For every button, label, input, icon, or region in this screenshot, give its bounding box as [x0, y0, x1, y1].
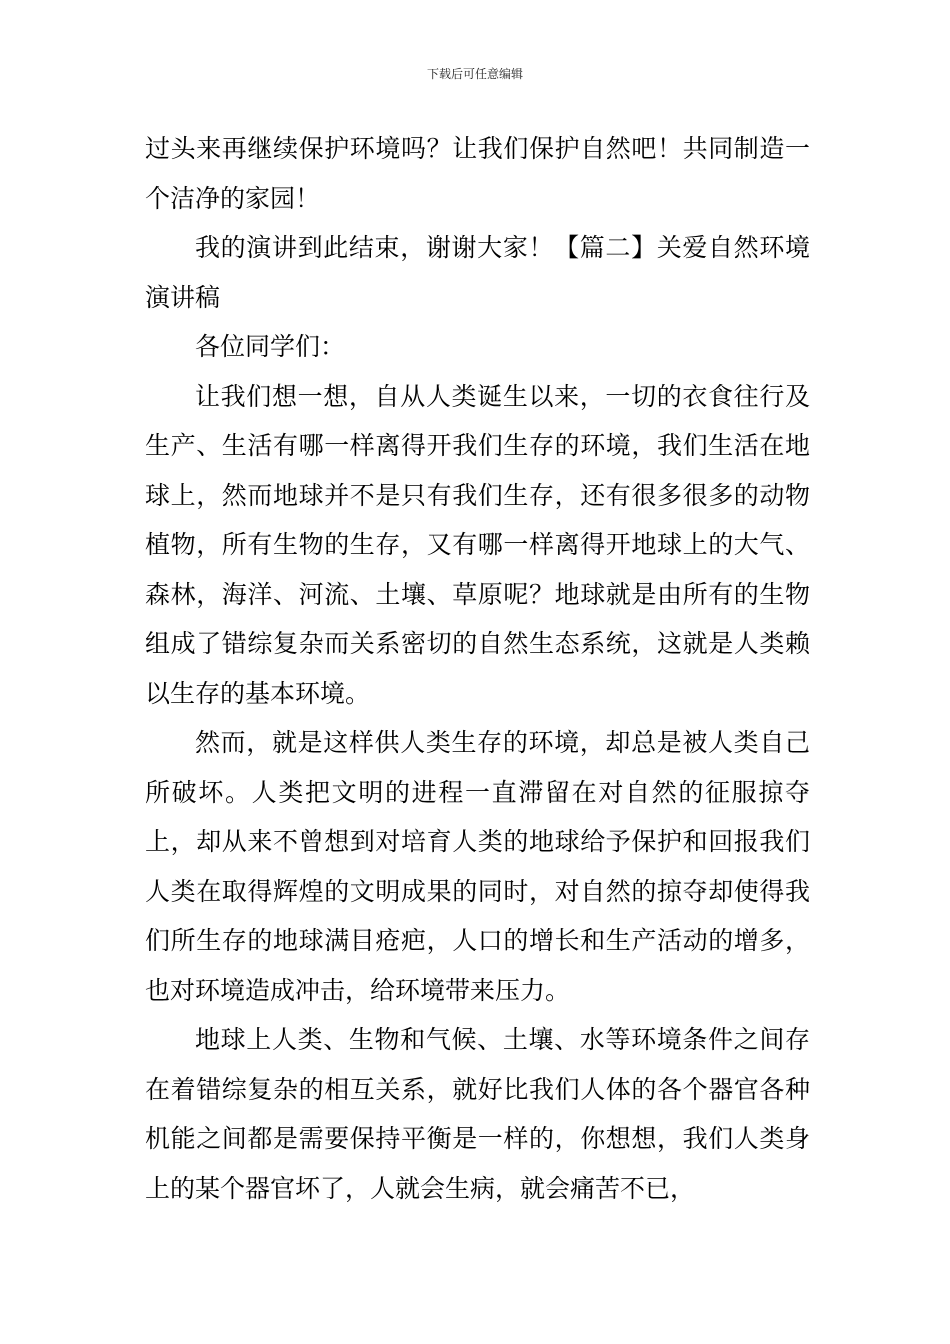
paragraph-1: 过头来再继续保护环境吗？让我们保护自然吧！共同制造一个洁净的家园！	[145, 134, 810, 213]
paragraph-4: 让我们想一想，自从人类诞生以来，一切的衣食往行及生产、生活有哪一样离得开我们生存的环境，我们生活在地球上，然而地球并不是只有我们生存，还有很多很多的动物植物，所有生物的生存，又有哪一样离得开地球上的大气、森林，海洋、河流、土壤、草原呢？地球就是由所有的生物组成了错综复杂而关系密切的自然生态系统，这就是人类赖以生存的基本环境。	[145, 381, 810, 708]
paragraph-3: 各位同学们：	[195, 332, 346, 361]
page-header: 下载后可任意编辑	[426, 67, 523, 81]
paragraph-6: 地球上人类、生物和气候、土壤、水等环境条件之间存在着错综复杂的相互关系，就好比我们人体的各个器官各种机能之间都是需要保持平衡是一样的，你想想，我们人类身上的某个器官坏了，人就会生病，就会痛苦不已，	[145, 1025, 810, 1203]
paragraph-2: 我的演讲到此结束，谢谢大家！【篇二】关爱自然环境演讲稿	[145, 233, 810, 312]
document-body	[145, 124, 810, 1213]
paragraph-5: 然而，就是这样供人类生存的环境，却总是被人类自己所破坏。人类把文明的进程一直滞留在对自然的征服掠夺上，却从来不曾想到对培育人类的地球给予保护和回报我们人类在取得辉煌的文明成果的同时，对自然的掠夺却使得我们所生存的地球满目疮疤，人口的增长和生产活动的增多，也对环境造成冲击，给环境带来压力。	[145, 728, 810, 1005]
